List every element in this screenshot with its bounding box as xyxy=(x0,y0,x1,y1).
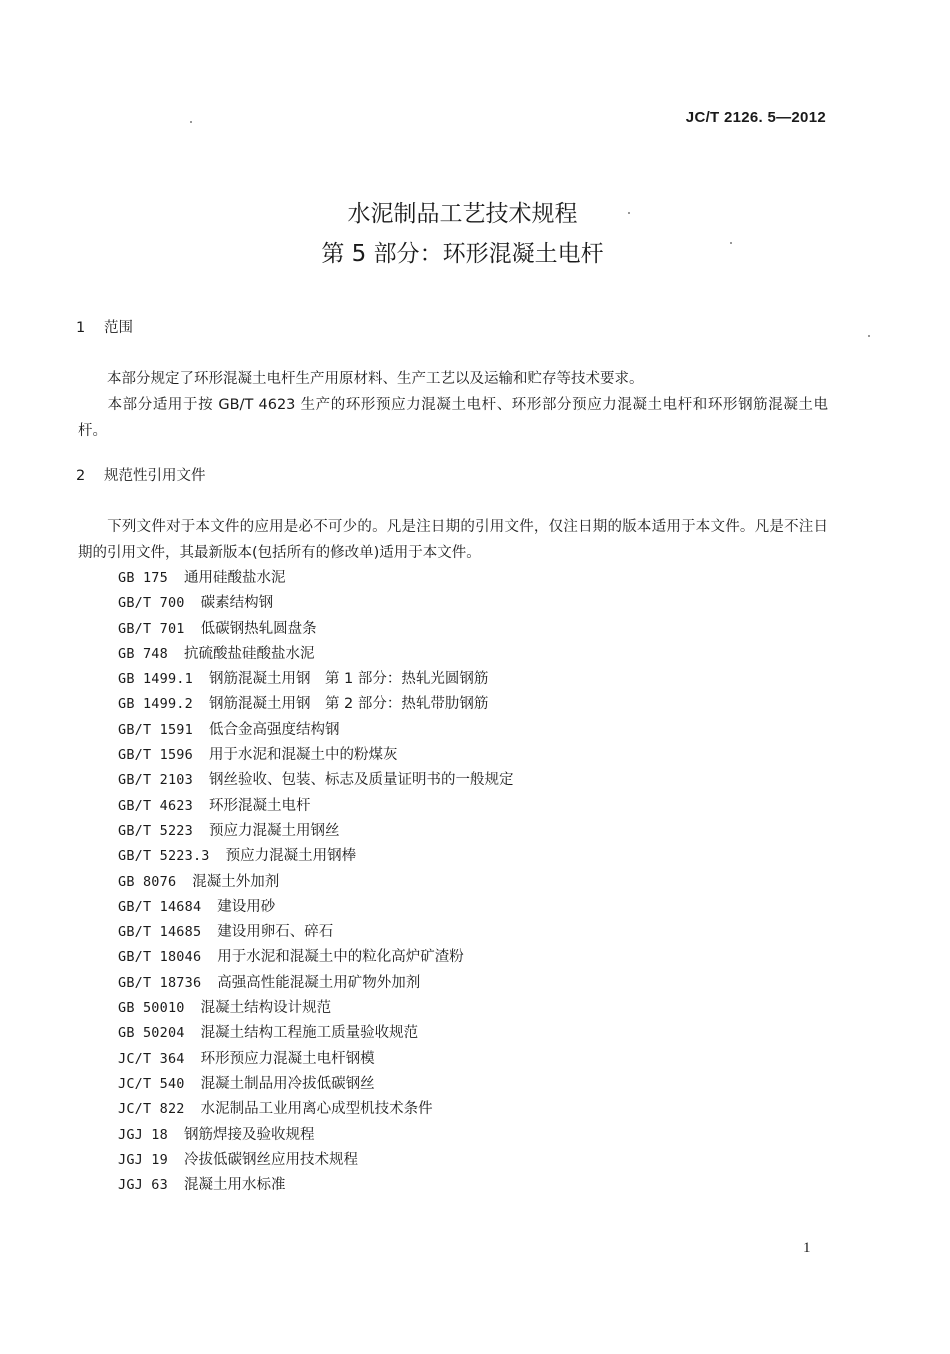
reference-code: JC/T 364 xyxy=(118,1050,185,1067)
reference-title: 低合金高强度结构钢 xyxy=(208,721,340,738)
reference-item xyxy=(118,1173,513,1198)
scan-speck xyxy=(730,242,732,244)
reference-title: 钢丝验收、包装、标志及质量证明书的一般规定 xyxy=(208,772,514,789)
section-heading-normative-references xyxy=(76,466,206,486)
reference-code: JC/T 822 xyxy=(118,1101,185,1118)
reference-code: GB 50010 xyxy=(118,1000,185,1017)
reference-item xyxy=(118,920,513,945)
reference-title: 环形预应力混凝土电杆钢模 xyxy=(200,1050,375,1067)
reference-title: 钢筋混凝土用钢 第 1 部分：热轧光圆钢筋 xyxy=(208,671,489,688)
reference-title: 钢筋焊接及验收规程 xyxy=(183,1126,315,1143)
reference-item xyxy=(118,996,513,1021)
reference-code: GB 1499.2 xyxy=(118,696,193,713)
reference-item xyxy=(118,667,513,692)
reference-item xyxy=(118,794,513,819)
reference-code: GB/T 700 xyxy=(118,595,185,612)
reference-title: 环形混凝土电杆 xyxy=(208,797,311,814)
reference-title: 钢筋混凝土用钢 第 2 部分：热轧带肋钢筋 xyxy=(208,696,489,713)
reference-title: 建设用卵石、碎石 xyxy=(217,924,334,941)
section-heading-scope xyxy=(76,318,133,338)
reference-title: 冷拔低碳钢丝应用技术规程 xyxy=(183,1151,358,1168)
scan-speck xyxy=(628,212,630,214)
reference-code: JGJ 19 xyxy=(118,1151,168,1168)
reference-code: GB/T 701 xyxy=(118,620,185,637)
reference-code: GB/T 2103 xyxy=(118,772,193,789)
reference-title: 建设用砂 xyxy=(217,898,276,915)
reference-item xyxy=(118,844,513,869)
reference-code: GB/T 5223.3 xyxy=(118,848,210,865)
reference-item xyxy=(118,617,513,642)
reference-item xyxy=(118,1072,513,1097)
reference-title: 混凝土结构工程施工质量验收规范 xyxy=(200,1025,419,1042)
reference-code: GB/T 18736 xyxy=(118,974,202,991)
reference-code: GB 8076 xyxy=(118,873,177,890)
reference-title: 用于水泥和混凝土中的粒化高炉矿渣粉 xyxy=(217,949,464,966)
reference-code: GB 50204 xyxy=(118,1025,185,1042)
reference-title: 碳素结构钢 xyxy=(200,595,274,612)
reference-title: 混凝土制品用冷拔低碳钢丝 xyxy=(200,1075,375,1092)
standard-code: JC/T 2126. 5—2012 xyxy=(685,109,826,126)
reference-code: GB 748 xyxy=(118,645,168,662)
reference-code: GB/T 5223 xyxy=(118,822,193,839)
reference-title: 抗硫酸盐硅酸盐水泥 xyxy=(183,645,315,662)
reference-item xyxy=(118,870,513,895)
document-title: 水泥制品工艺技术规程 xyxy=(347,201,578,227)
reference-title: 水泥制品工业用离心成型机技术条件 xyxy=(200,1101,433,1118)
reference-code: GB/T 14685 xyxy=(118,924,202,941)
reference-title: 混凝土用水标准 xyxy=(183,1177,286,1194)
document-subtitle: 第 5 部分：环形混凝土电杆 xyxy=(321,241,604,267)
reference-title: 预应力混凝土用钢丝 xyxy=(208,822,340,839)
reference-title: 预应力混凝土用钢棒 xyxy=(225,848,357,865)
reference-item xyxy=(118,819,513,844)
reference-code: GB 1499.1 xyxy=(118,671,193,688)
reference-item xyxy=(118,642,513,667)
reference-code: GB/T 18046 xyxy=(118,949,202,966)
reference-code: GB/T 1596 xyxy=(118,747,193,764)
reference-item xyxy=(118,945,513,970)
reference-code: JC/T 540 xyxy=(118,1075,185,1092)
reference-item xyxy=(118,692,513,717)
reference-title: 混凝土结构设计规范 xyxy=(200,1000,332,1017)
reference-title: 混凝土外加剂 xyxy=(192,873,280,890)
reference-item xyxy=(118,566,513,591)
reference-item xyxy=(118,591,513,616)
reference-item xyxy=(118,743,513,768)
reference-item xyxy=(118,1021,513,1046)
reference-item xyxy=(118,718,513,743)
reference-title: 用于水泥和混凝土中的粉煤灰 xyxy=(208,747,398,764)
reference-list xyxy=(118,566,513,1198)
scope-paragraph-1: 本部分规定了环形混凝土电杆生产用原材料、生产工艺以及运输和贮存等技术要求。 xyxy=(107,371,644,387)
scope-paragraph-2: 本部分适用于按 GB/T 4623 生产的环形预应力混凝土电杆、环形部分预应力混凝土电杆和环形钢筋混凝土电杆。 xyxy=(78,397,828,439)
reference-title: 高强高性能混凝土用矿物外加剂 xyxy=(217,974,421,991)
reference-code: JGJ 63 xyxy=(118,1177,168,1194)
reference-code: JGJ 18 xyxy=(118,1126,168,1143)
reference-item xyxy=(118,895,513,920)
reference-title: 通用硅酸盐水泥 xyxy=(183,570,286,586)
reference-item xyxy=(118,1047,513,1072)
section-number: 2 xyxy=(76,468,86,484)
scan-speck xyxy=(868,335,870,337)
reference-item xyxy=(118,971,513,996)
page-number: 1 xyxy=(803,1240,811,1256)
reference-code: GB 175 xyxy=(118,570,168,586)
section-title: 规范性引用文件 xyxy=(104,468,206,484)
reference-code: GB/T 14684 xyxy=(118,898,202,915)
reference-item xyxy=(118,1097,513,1122)
reference-item xyxy=(118,1123,513,1148)
section-title: 范围 xyxy=(104,320,133,336)
references-intro-paragraph: 下列文件对于本文件的应用是必不可少的。凡是注日期的引用文件，仅注日期的版本适用于本文件。凡是不注日期的引用文件，其最新版本(包括所有的修改单)适用于本文件。 xyxy=(78,519,828,561)
reference-item xyxy=(118,768,513,793)
reference-code: GB/T 4623 xyxy=(118,797,193,814)
section-number: 1 xyxy=(76,320,86,336)
reference-code: GB/T 1591 xyxy=(118,721,193,738)
scan-speck xyxy=(190,121,192,123)
reference-title: 低碳钢热轧圆盘条 xyxy=(200,620,317,637)
reference-item xyxy=(118,1148,513,1173)
